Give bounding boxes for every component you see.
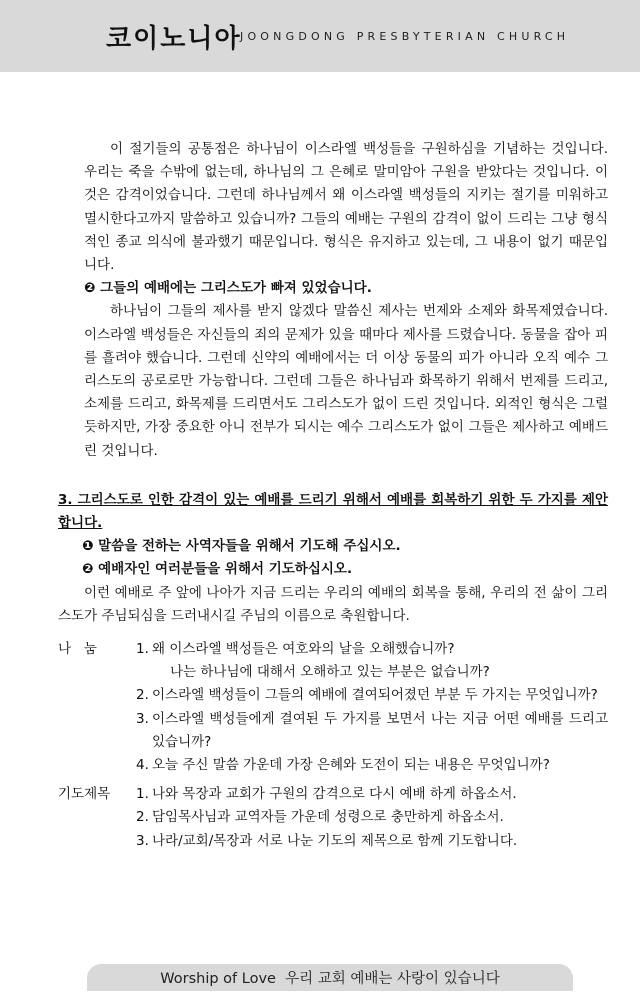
sharing-item-number: 4. <box>136 757 149 774</box>
prayer-item <box>136 806 608 829</box>
prayer-item-text: 담임목사님과 교역자들 가운데 성령으로 충만하게 하옵소서. <box>152 809 504 826</box>
point-2-heading: ❷ 그들의 예배에는 그리스도가 빠져 있었습니다. <box>84 280 372 297</box>
sharing-item <box>136 708 608 754</box>
sharing-item-text: 나는 하나님에 대해서 오해하고 있는 부분은 없습니까? <box>170 664 490 681</box>
paragraph-3: 이런 예배로 주 앞에 나아가 지금 드리는 우리의 예배의 회복을 통해, 우리의 전 삶이 그리스도가 주님되심을 드러내시길 주님의 이름으로 축원합니다. <box>58 584 608 624</box>
page-footer: Worship of Love 우리 교회 예배는 사랑이 있습니다 <box>87 964 573 991</box>
prayer-item-number: 1. <box>136 786 149 803</box>
church-name: JOONGDONG PRESBYTERIAN CHURCH <box>240 30 570 43</box>
prayer-item <box>136 830 608 853</box>
suggestion-2: ❷ 예배자인 여러분들을 위해서 기도하십시오. <box>82 561 353 578</box>
sharing-item-number: 1. <box>136 641 149 658</box>
sharing-item <box>136 638 608 661</box>
sharing-item-text: 오늘 주신 말씀 가운데 가장 은혜와 도전이 되는 내용은 무엇입니까? <box>152 757 550 774</box>
sharing-item-number <box>136 661 152 684</box>
sharing-item-number: 3. <box>136 710 149 727</box>
sermon-content <box>58 138 608 853</box>
bulletin-title: 코이노니아 <box>106 24 242 54</box>
sharing-item <box>136 684 608 707</box>
sharing-item-text: 왜 이스라엘 백성들은 여호와의 날을 오해했습니까? <box>152 641 455 658</box>
prayer-section <box>58 783 608 853</box>
sharing-label: 나 눔 <box>58 641 97 658</box>
prayer-item <box>136 783 608 806</box>
suggestion-1: ❶ 말씀을 전하는 사역자들을 위해서 기도해 주십시오. <box>82 538 401 555</box>
sharing-section <box>58 638 608 777</box>
prayer-item-number: 2. <box>136 809 149 826</box>
sharing-item-number: 2. <box>136 687 149 704</box>
sharing-item <box>136 754 608 777</box>
prayer-item-text: 나라/교회/목장과 서로 나눈 기도의 제목으로 함께 기도합니다. <box>152 832 518 849</box>
prayer-item-text: 나와 목장과 교회가 구원의 감격으로 다시 예배 하게 하옵소서. <box>152 786 517 803</box>
paragraph-2: 하나님이 그들의 제사를 받지 않겠다 말씀신 제사는 번제와 소제와 화목제였습니다. 이스라엘 백성들은 자신들의 죄의 문제가 있을 때마다 제사를 드렸습니다. 동물을 잡아 피를 흘려야 했습니다. 그런데 신약의 예배에서는 더 이상 동물의 피가 아니라 오직 예수 그리스도의 공로로만 가능합니다. 그런데 그들은 하나님과 화목하기 위해서 번제를 드리고, 소제를 드리고, 화목제를 드리면서도 그리스도가 없이 드린 것입니다. 외적인 형식은 그럴 듯하지만, 가장 중요한 아니 전부가 되시는 예수 그리스도가 없이 그들은 제사하고 예배드린 것입니다. <box>84 303 608 459</box>
sharing-item <box>136 661 608 684</box>
page-header <box>0 0 640 72</box>
paragraph-1: 이 절기들의 공통점은 하나님이 이스라엘 백성들을 구원하심을 기념하는 것입니다. 우리는 죽을 수밖에 없는데, 하나님의 그 은혜로 말미암아 구원을 받았다는 것입니다. 이것은 감격이었습니다. 그런데 하나님께서 왜 이스라엘 백성들의 지키는 절기를 미워하고 멸시한다고까지 말씀하고 있습니까? 그들의 예배는 구원의 감격이 없이 드리는 그냥 형식적인 종교 의식에 불과했기 때문입니다. 형식은 유지하고 있는데, 그 내용이 없기 때문입니다. <box>84 141 608 274</box>
section-3-heading: 3. 그리스도로 인한 감격이 있는 예배를 드리기 위해서 예배를 회복하기 위한 두 가지를 제안합니다. <box>58 491 608 532</box>
prayer-item-number: 3. <box>136 832 149 849</box>
prayer-label: 기도제목 <box>58 786 111 803</box>
sharing-item-text: 이스라엘 백성들에게 결여된 두 가지를 보면서 나는 지금 어떤 예배를 드리고 있습니까? <box>152 710 608 750</box>
sharing-item-text: 이스라엘 백성들이 그들의 예배에 결여되어졌던 부분 두 가지는 무엇입니까? <box>152 687 598 704</box>
